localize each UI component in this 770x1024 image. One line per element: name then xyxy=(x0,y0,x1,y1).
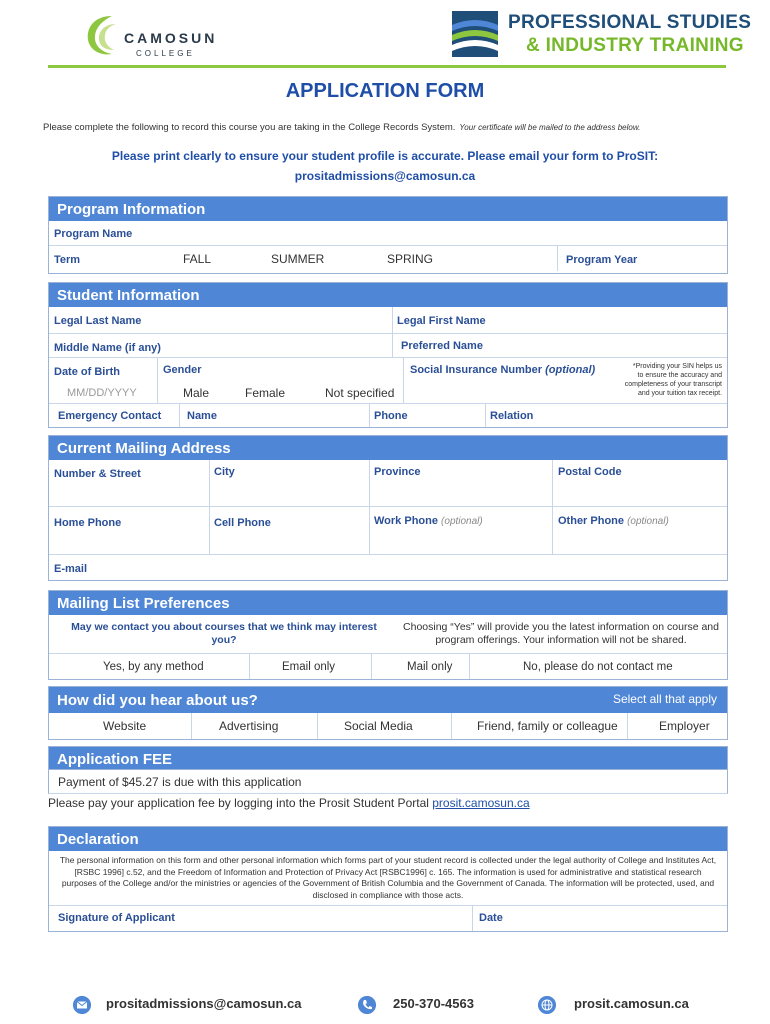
mailing-list-heading: Mailing List Preferences xyxy=(49,591,727,615)
notice-email: prositadmissions@camosun.ca xyxy=(294,169,476,183)
divider xyxy=(451,713,452,739)
fee-instructions xyxy=(48,796,530,810)
camosun-name: CAMOSUN xyxy=(124,30,218,46)
camosun-swoosh-icon xyxy=(82,10,128,58)
pst-waves-icon xyxy=(452,11,498,57)
sin-note-line: and your tuition tax receipt. xyxy=(637,390,722,397)
city-label: City xyxy=(214,466,235,478)
mailing-question: May we contact you about courses that we think may interest you? xyxy=(71,621,377,646)
fee-instructions-text: Please pay your application fee by logging into the Prosit Student Portal xyxy=(48,796,429,810)
divider xyxy=(472,906,473,931)
notice-line1: Please print clearly to ensure your student profile is accurate. Please email your form to ProSIT: xyxy=(111,149,659,163)
emergency-relation-label: Relation xyxy=(490,410,534,422)
sin-note-line: completeness of your transcript xyxy=(624,381,722,388)
gender-male-option[interactable]: Male xyxy=(183,386,210,400)
term-label: Term xyxy=(54,254,81,266)
sin-note-line: to ensure the accuracy and xyxy=(637,372,722,379)
divider xyxy=(392,334,393,357)
program-name-label: Program Name xyxy=(54,228,133,240)
divider xyxy=(552,460,553,506)
term-fall-option[interactable]: FALL xyxy=(183,252,212,266)
fee-heading: Application FEE xyxy=(48,746,728,770)
mailing-address-section xyxy=(48,435,728,581)
emergency-contact-label: Emergency Contact xyxy=(58,410,162,422)
form-title: APPLICATION FORM xyxy=(285,80,485,102)
legal-name-row xyxy=(49,307,727,333)
sin-note xyxy=(625,362,722,398)
phone-icon xyxy=(358,996,376,1014)
divider xyxy=(627,713,628,739)
postal-code-label: Postal Code xyxy=(558,466,622,478)
divider xyxy=(317,713,318,739)
sin-note-line: *Providing your SIN helps us xyxy=(632,363,722,370)
pst-logo xyxy=(452,11,752,61)
referral-option-advertising[interactable]: Advertising xyxy=(219,719,279,733)
page-header xyxy=(0,0,770,70)
pst-title-line2: & INDUSTRY TRAINING xyxy=(526,35,744,56)
program-info-heading: Program Information xyxy=(49,197,727,221)
divider xyxy=(157,358,158,403)
email-label: E-mail xyxy=(54,563,88,575)
mailing-option-email[interactable]: Email only xyxy=(282,661,336,673)
cell-phone-label: Cell Phone xyxy=(214,517,271,529)
signature-label: Signature of Applicant xyxy=(58,912,175,924)
preferred-name-label: Preferred Name xyxy=(401,340,483,352)
divider xyxy=(209,460,210,506)
other-phone-optional: (optional) xyxy=(627,516,669,527)
emergency-phone-label: Phone xyxy=(374,410,408,422)
declaration-text: The personal information on this form and other personal information which forms part of your student record is collected under the legal authority of College and Institutes Act, [RSBC 1996] c.52, and the Freedom of Information and Protection of Privacy Act [RSBC1996] c. 165. The information is used for administrative and statistical research purposes of the College and/or the ministries or agencies of the Government of British Columbia and the Government of Canada. The information will be protected, used, and disclosed in compliance with those acts. xyxy=(59,855,717,900)
legal-last-name-label: Legal Last Name xyxy=(54,315,142,327)
select-all-note: Select all that apply xyxy=(612,692,717,706)
header-divider xyxy=(48,65,726,68)
work-phone-optional: (optional) xyxy=(441,516,483,527)
mailing-list-section xyxy=(48,590,728,680)
divider xyxy=(552,507,553,554)
referral-option-website[interactable]: Website xyxy=(103,719,147,733)
student-info-heading: Student Information xyxy=(49,283,727,307)
divider xyxy=(369,404,370,427)
sin-label xyxy=(410,364,595,376)
gender-label: Gender xyxy=(163,364,202,376)
pst-title-line1: PROFESSIONAL STUDIES xyxy=(508,12,752,33)
dob-placeholder[interactable]: MM/DD/YYYY xyxy=(67,387,137,399)
mailing-address-heading: Current Mailing Address xyxy=(49,436,727,460)
phone-row xyxy=(49,506,727,554)
middle-name-row xyxy=(49,333,727,357)
mailing-option-mail[interactable]: Mail only xyxy=(407,661,453,673)
email-icon xyxy=(73,996,91,1014)
legal-first-name-label: Legal First Name xyxy=(397,315,486,327)
footer-email[interactable]: prositadmissions@camosun.ca xyxy=(106,996,302,1011)
other-phone-text: Other Phone xyxy=(558,515,625,527)
program-year-label: Program Year xyxy=(566,254,638,266)
declaration-heading: Declaration xyxy=(49,827,727,851)
term-row xyxy=(49,245,727,271)
work-phone-label xyxy=(374,515,483,527)
divider xyxy=(179,404,180,427)
divider xyxy=(485,404,486,427)
camosun-logo xyxy=(82,10,222,60)
signature-row xyxy=(49,905,727,931)
intro-main: Please complete the following to record this course you are taking in the College Records System. xyxy=(43,122,456,133)
province-label: Province xyxy=(374,466,421,478)
fee-payment-text: Payment of $45.27 is due with this application xyxy=(58,775,302,789)
term-spring-option[interactable]: SPRING xyxy=(387,252,434,266)
divider xyxy=(369,460,370,506)
referral-heading xyxy=(49,687,727,713)
emergency-contact-row xyxy=(49,403,727,427)
email-row[interactable] xyxy=(49,554,727,580)
gender-female-option[interactable]: Female xyxy=(245,386,286,400)
address-row xyxy=(49,460,727,506)
divider xyxy=(392,307,393,333)
term-summer-option[interactable]: SUMMER xyxy=(271,252,325,266)
referral-section xyxy=(48,686,728,740)
street-label: Number & Street xyxy=(54,468,141,480)
divider xyxy=(403,358,404,403)
home-phone-label: Home Phone xyxy=(54,517,122,529)
mailing-question-row xyxy=(49,615,727,653)
mailing-options-row xyxy=(49,653,727,679)
divider xyxy=(369,507,370,554)
sin-label-text: Social Insurance Number xyxy=(410,364,543,376)
dob-gender-row xyxy=(49,357,727,403)
referral-option-social-media[interactable]: Social Media xyxy=(344,719,413,733)
referral-heading-text: How did you hear about us? xyxy=(57,692,258,709)
declaration-section xyxy=(48,826,728,932)
fee-section xyxy=(48,746,728,818)
divider xyxy=(371,654,372,679)
divider xyxy=(209,507,210,554)
referral-option-employer[interactable]: Employer xyxy=(659,719,710,733)
divider xyxy=(557,246,558,271)
divider xyxy=(249,654,250,679)
footer-website[interactable]: prosit.camosun.ca xyxy=(574,996,689,1011)
dob-label: Date of Birth xyxy=(54,366,120,378)
sin-optional: (optional) xyxy=(545,364,596,376)
referral-option-friend[interactable]: Friend, family or colleague xyxy=(477,719,618,733)
referral-options-row xyxy=(49,713,727,739)
date-label: Date xyxy=(479,912,503,924)
mailing-option-yes[interactable]: Yes, by any method xyxy=(103,661,204,673)
footer-phone[interactable]: 250-370-4563 xyxy=(393,996,474,1011)
mailing-info: Choosing “Yes” will provide you the latest information on course and program offerings. Your information will not be shared. xyxy=(403,621,719,646)
page-footer xyxy=(0,990,770,1020)
gender-not-specified-option[interactable]: Not specified xyxy=(325,386,395,400)
middle-name-label: Middle Name (if any) xyxy=(54,342,161,354)
emergency-name-label: Name xyxy=(187,410,217,422)
camosun-subtitle: COLLEGE xyxy=(136,49,195,58)
intro-note: Your certificate will be mailed to the address below. xyxy=(459,123,641,132)
work-phone-text: Work Phone xyxy=(374,515,438,527)
divider xyxy=(191,713,192,739)
student-info-section xyxy=(48,282,728,428)
globe-icon xyxy=(538,996,556,1014)
print-notice xyxy=(0,146,770,186)
other-phone-label xyxy=(558,515,669,527)
mailing-option-no[interactable]: No, please do not contact me xyxy=(523,661,673,673)
program-name-row[interactable] xyxy=(49,221,727,245)
divider xyxy=(469,654,470,679)
fee-payment-row xyxy=(48,770,728,794)
prosit-portal-link[interactable]: prosit.camosun.ca xyxy=(432,796,530,810)
intro-text xyxy=(43,122,640,133)
program-info-section xyxy=(48,196,728,274)
